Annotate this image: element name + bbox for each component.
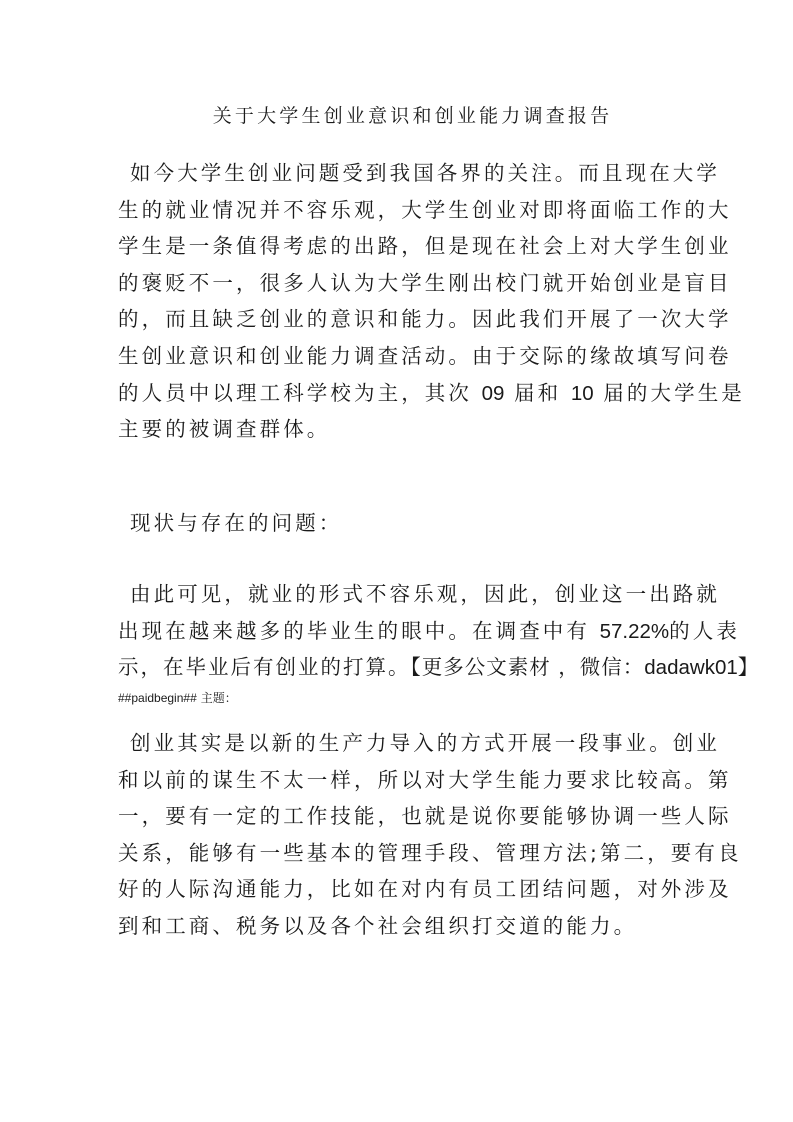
marker-tag: ##paidbegin## <box>118 691 197 705</box>
text-line: 生创业意识和创业能力调查活动。由于交际的缘故填写问卷 <box>118 343 732 368</box>
text-line <box>118 649 761 686</box>
text-line <box>118 613 740 650</box>
promo-text: 【更多公文素材 ，微信： <box>410 655 645 680</box>
text-line: 主要的被调查群体。 <box>118 417 331 442</box>
text-fragment: 届的大学生是 <box>593 380 745 405</box>
text-line: 的，而且缺乏创业的意识和能力。因此我们开展了一次大学 <box>118 307 732 332</box>
text-fragment: 的人员中以理工科学校为主，其次 <box>118 380 482 405</box>
promo-close-bracket: 】 <box>737 655 761 680</box>
text-line: 如今大学生创业问题受到我国各界的关注。而且现在大学 <box>130 161 720 185</box>
text-line: 一，要有一定的工作技能，也就是说你要能够协调一些人际 <box>118 804 732 829</box>
text-line: 到和工商、税务以及各个社会组织打交道的能力。 <box>118 913 638 938</box>
text-line: 和以前的谋生不太一样，所以对大学生能力要求比较高。第 <box>118 767 732 792</box>
text-line: 关系，能够有一些基本的管理手段、管理方法;第二，要有良 <box>118 840 742 865</box>
marker-label: 主题： <box>200 691 237 705</box>
text-line <box>118 375 745 412</box>
text-fragment: 出现在越来越多的毕业生的眼中。在调查中有 <box>118 618 600 643</box>
text-line: 好的人际沟通能力，比如在对内有员工团结问题，对外涉及 <box>118 877 732 902</box>
graduation-year-09: 09 <box>481 381 505 405</box>
status-paragraph <box>118 576 761 686</box>
text-fragment: 示，在毕业后有创业的打算。 <box>118 655 411 680</box>
intro-paragraph <box>118 155 745 448</box>
text-line: 学生是一条值得考虑的出路，但是现在社会上对大学生创业 <box>118 234 732 259</box>
section-heading: 现状与存在的问题： <box>130 511 343 535</box>
text-line: 的褒贬不一，很多人认为大学生刚出校门就开始创业是盲目 <box>118 270 732 295</box>
text-line: 创业其实是以新的生产力导入的方式开展一段事业。创业 <box>130 731 720 755</box>
survey-percentage: 57.22% <box>599 619 670 643</box>
text-line: 由此可见，就业的形式不容乐观，因此，创业这一出路就 <box>130 582 720 606</box>
graduation-year-10: 10 <box>570 381 594 405</box>
text-fragment: 的人表 <box>669 618 740 643</box>
text-fragment: 届和 <box>504 380 571 405</box>
text-line: 生的就业情况并不容乐观，大学生创业对即将面临工作的大 <box>118 197 732 222</box>
ability-paragraph <box>118 725 742 945</box>
document-title: 关于大学生创业意识和创业能力调查报告 <box>212 105 613 127</box>
paid-begin-marker <box>118 689 237 707</box>
wechat-id: dadawk01 <box>644 656 738 680</box>
section-heading-paragraph <box>118 505 678 542</box>
